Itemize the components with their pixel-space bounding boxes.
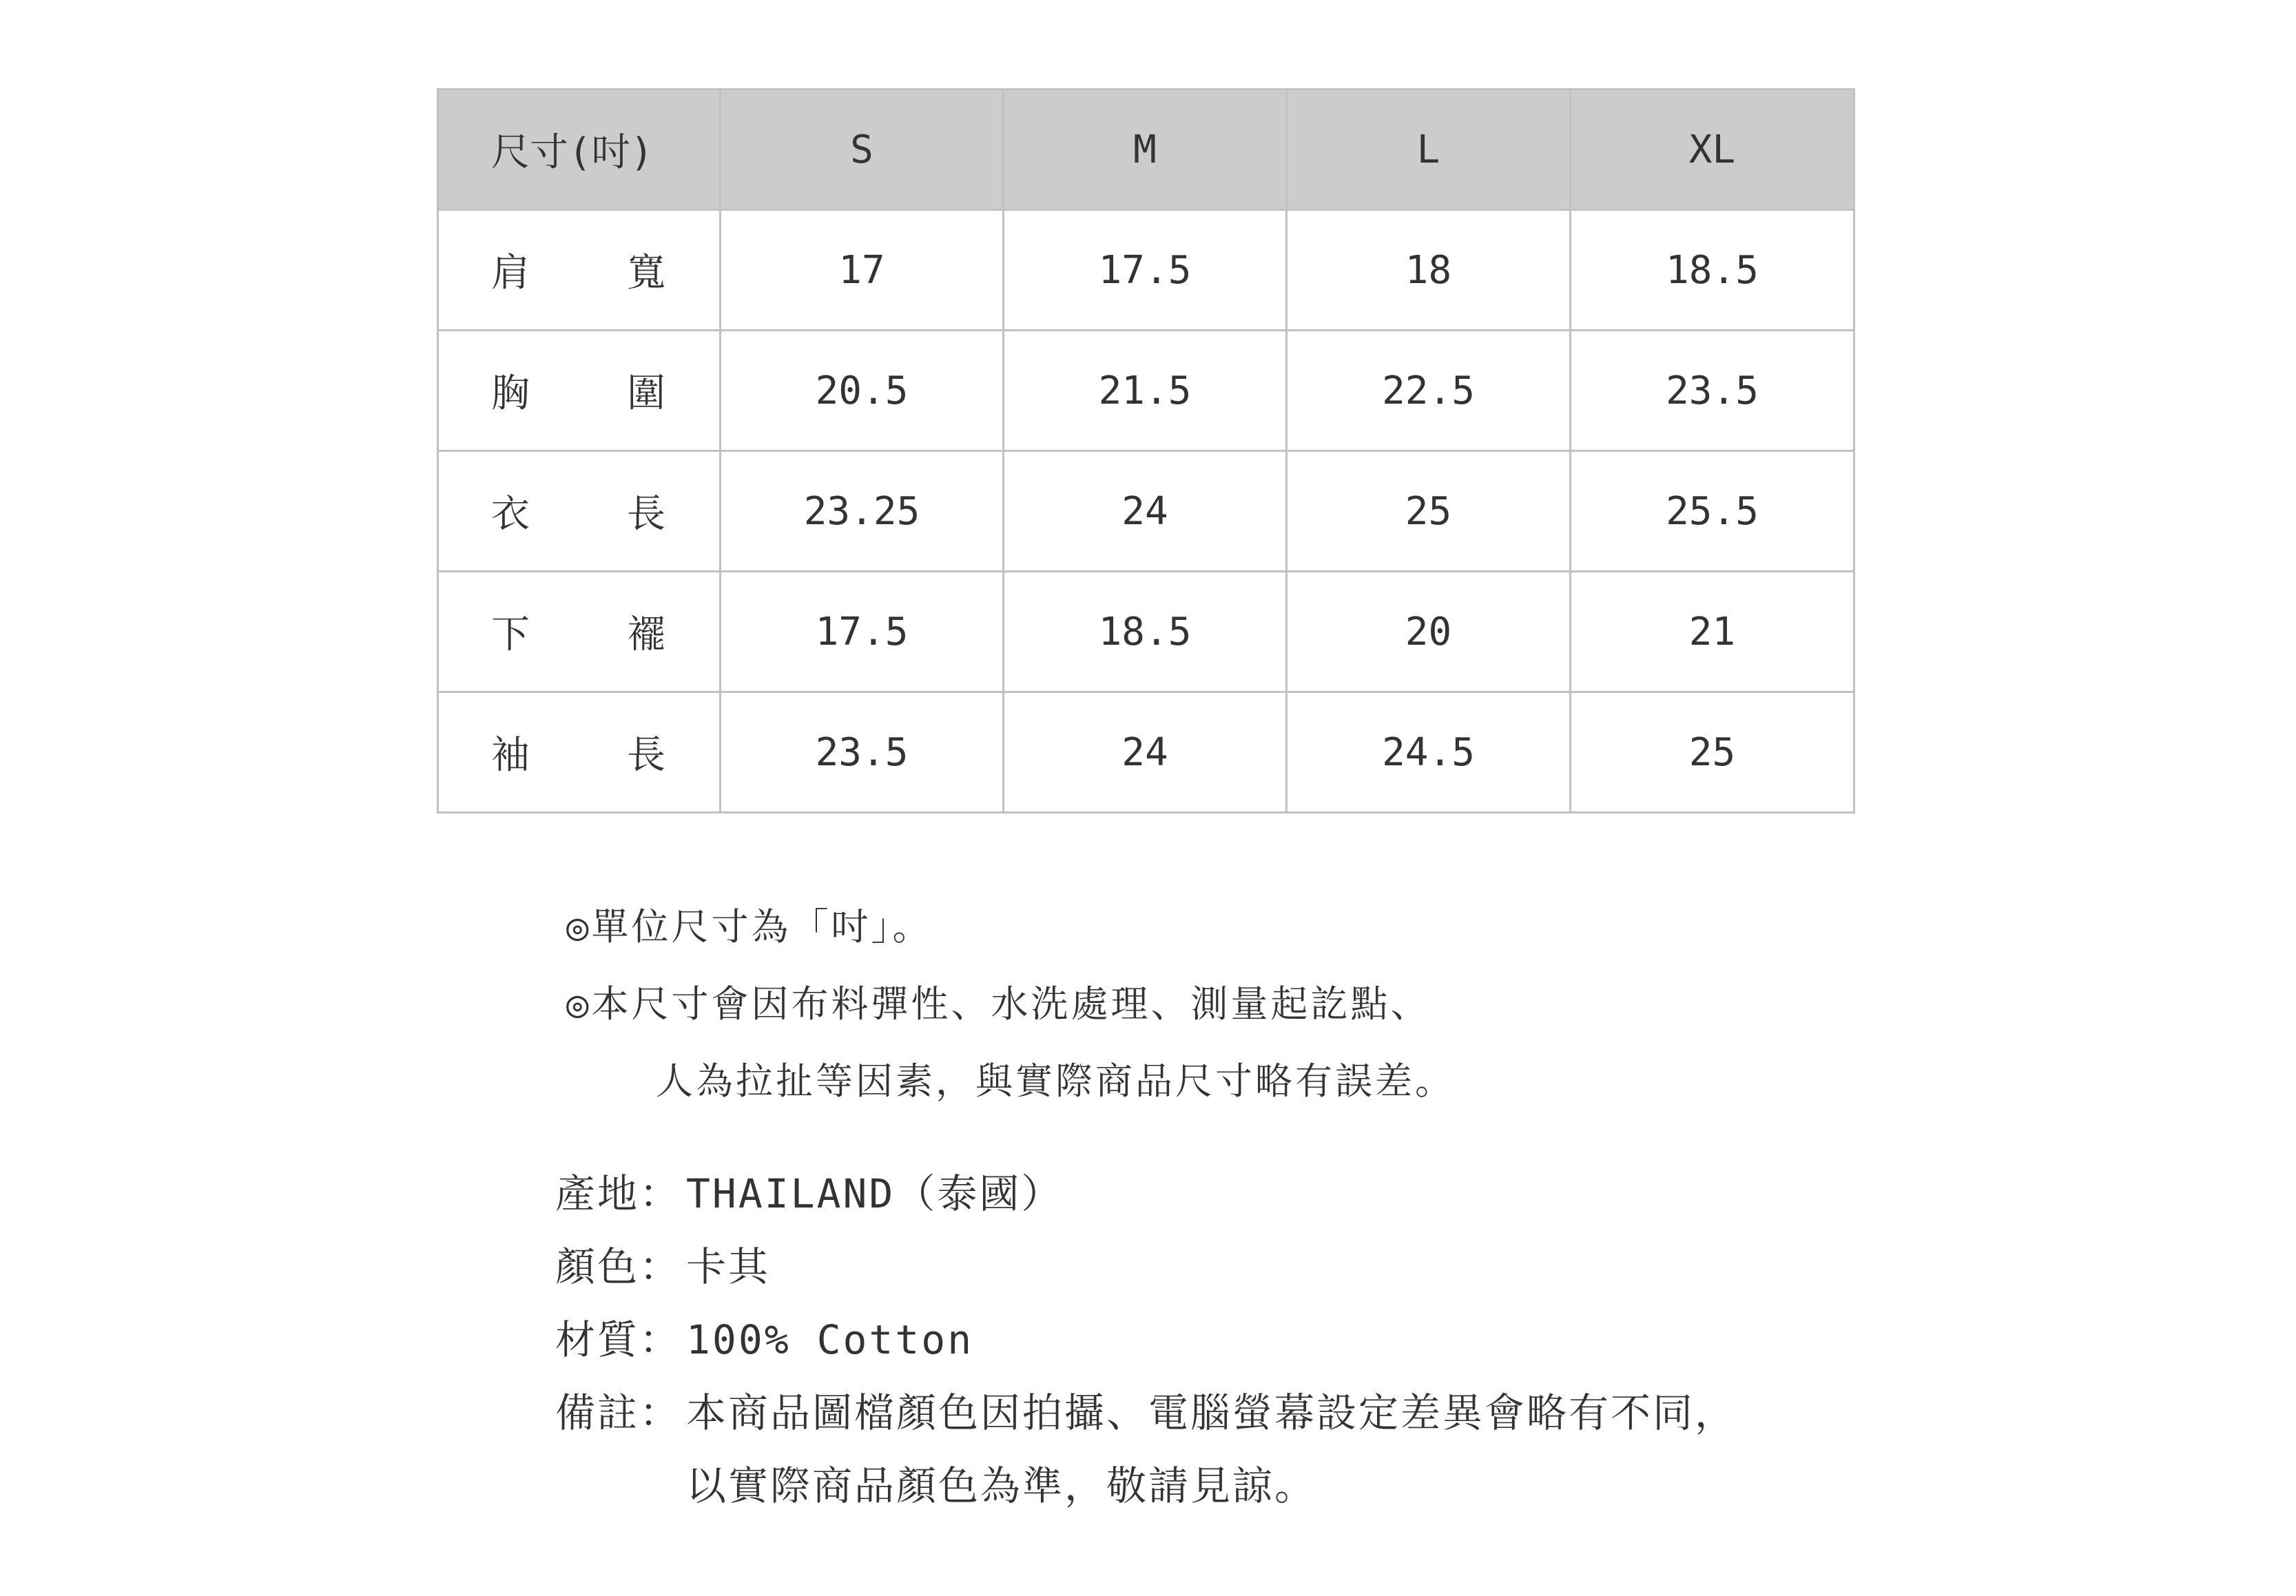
- table-cell: 24.5: [1287, 692, 1571, 813]
- note-variance: ◎本尺寸會因布料彈性、水洗處理、測量起訖點、: [566, 982, 1431, 1026]
- table-row-shoulder: [438, 210, 1854, 331]
- product-info: [555, 1157, 1737, 1522]
- table-cell: 25.5: [1571, 451, 1854, 572]
- table-row-length: [438, 451, 1854, 572]
- row-label-a: 胸: [491, 371, 530, 416]
- table-cell: 24: [1004, 451, 1287, 572]
- origin-label: 產地：: [555, 1170, 682, 1217]
- table-cell: 17.5: [1004, 210, 1287, 331]
- table-cell: 20.5: [721, 331, 1004, 451]
- table-cell: 23.25: [721, 451, 1004, 572]
- table-cell: 18.5: [1571, 210, 1854, 331]
- table-cell: 18: [1287, 210, 1571, 331]
- color-value: 卡其: [686, 1243, 771, 1290]
- origin-value: THAILAND（泰國）: [686, 1170, 1064, 1217]
- remark-line1: 本商品圖檔顏色因拍攝、電腦螢幕設定差異會略有不同，: [686, 1389, 1737, 1436]
- table-cell: 21.5: [1004, 331, 1287, 451]
- table-row-hem: [438, 572, 1854, 692]
- row-label-a: 肩: [491, 251, 530, 296]
- remark-line2: 以實際商品顏色為準，敬請見諒。: [686, 1462, 1317, 1509]
- remark-label: 備註：: [555, 1389, 682, 1436]
- table-cell: 22.5: [1287, 331, 1571, 451]
- row-label: [438, 331, 721, 451]
- row-label: [438, 692, 721, 813]
- row-label: [438, 210, 721, 331]
- table-cell: 25: [1571, 692, 1854, 813]
- header-size-xl: XL: [1571, 90, 1854, 210]
- row-label-b: 襬: [627, 612, 665, 657]
- material-label: 材質：: [555, 1316, 682, 1363]
- origin-row: [555, 1157, 1737, 1230]
- note-variance-cont: 人為拉扯等因素，與實際商品尺寸略有誤差。: [656, 1059, 1455, 1103]
- table-row-chest: [438, 331, 1854, 451]
- row-label-a: 袖: [491, 733, 530, 778]
- table-cell: 24: [1004, 692, 1287, 813]
- table-cell: 21: [1571, 572, 1854, 692]
- note-unit: ◎單位尺寸為「吋」。: [566, 905, 933, 949]
- row-label: [438, 451, 721, 572]
- header-size-unit: 尺寸(吋): [438, 90, 721, 210]
- table-cell: 23.5: [1571, 331, 1854, 451]
- table-cell: 18.5: [1004, 572, 1287, 692]
- material-value: 100% Cotton: [686, 1316, 974, 1363]
- header-size-s: S: [721, 90, 1004, 210]
- table-cell: 20: [1287, 572, 1571, 692]
- size-notes: [566, 889, 1455, 1120]
- color-label: 顏色：: [555, 1243, 682, 1290]
- table-cell: 17: [721, 210, 1004, 331]
- row-label-b: 寬: [627, 251, 665, 296]
- header-size-m: M: [1004, 90, 1287, 210]
- row-label-a: 衣: [491, 492, 530, 537]
- material-row: [555, 1303, 1737, 1376]
- remark-row: [555, 1376, 1737, 1449]
- table-row-sleeve: [438, 692, 1854, 813]
- size-chart-table: [437, 88, 1855, 813]
- table-cell: 23.5: [721, 692, 1004, 813]
- color-row: [555, 1230, 1737, 1303]
- row-label: [438, 572, 721, 692]
- row-label-b: 圍: [627, 371, 665, 416]
- row-label-b: 長: [627, 492, 665, 537]
- table-cell: 25: [1287, 451, 1571, 572]
- table-header-row: [438, 90, 1854, 210]
- table-cell: 17.5: [721, 572, 1004, 692]
- row-label-b: 長: [627, 733, 665, 778]
- header-size-l: L: [1287, 90, 1571, 210]
- row-label-a: 下: [491, 612, 530, 657]
